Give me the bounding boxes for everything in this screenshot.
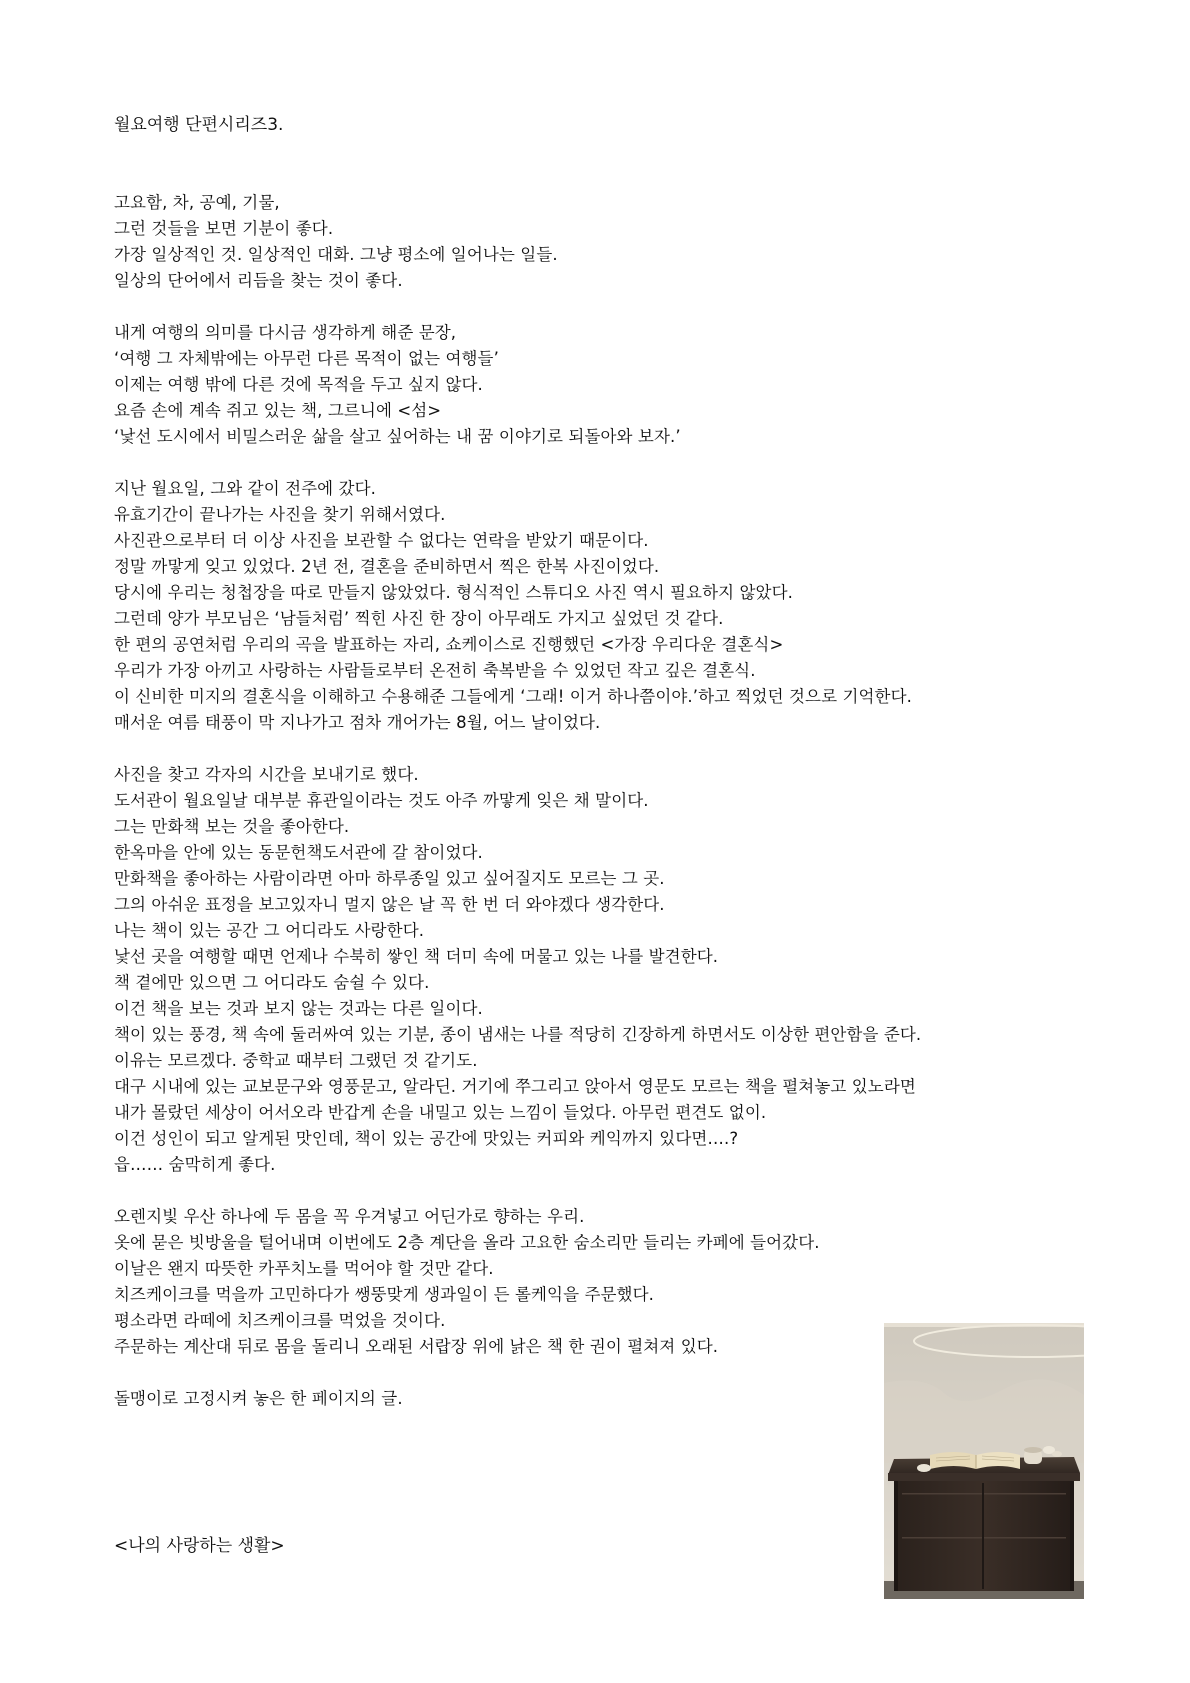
text-line: 한옥마을 안에 있는 동문헌책도서관에 갈 참이었다. xyxy=(114,843,483,862)
text-line: ‘여행 그 자체밖에는 아무런 다른 목적이 없는 여행들’ xyxy=(114,349,499,368)
text-line: 일상의 단어에서 리듬을 찾는 것이 좋다. xyxy=(114,271,403,290)
photo-illustration xyxy=(884,1323,1084,1599)
text-line: 그는 만화책 보는 것을 좋아한다. xyxy=(114,817,350,836)
text-line: 사진을 찾고 각자의 시간을 보내기로 했다. xyxy=(114,765,419,784)
text-line: 이건 책을 보는 것과 보지 않는 것과는 다른 일이다. xyxy=(114,999,483,1018)
text-line: 정말 까맣게 잊고 있었다. 2년 전, 결혼을 준비하면서 찍은 한복 사진이었다. xyxy=(114,557,660,576)
text-line: 책이 있는 풍경, 책 속에 둘러싸여 있는 기분, 종이 냄새는 나를 적당히 긴장하게 하면서도 이상한 편안함을 준다. xyxy=(114,1025,922,1044)
text-line: 책 곁에만 있으면 그 어디라도 숨쉴 수 있다. xyxy=(114,973,430,992)
paragraph-4 xyxy=(114,762,1114,1178)
text-line: 이제는 여행 밖에 다른 것에 목적을 두고 싶지 않다. xyxy=(114,375,483,394)
text-line: 옷에 묻은 빗방울을 털어내며 이번에도 2층 계단을 올라 고요한 숨소리만 들리는 카페에 들어갔다. xyxy=(114,1233,820,1252)
text-line: 이건 성인이 되고 알게된 맛인데, 책이 있는 공간에 맛있는 커피와 케익까지 있다면….? xyxy=(114,1129,739,1148)
text-line: 그런 것들을 보면 기분이 좋다. xyxy=(114,219,334,238)
text-line: 내가 몰랐던 세상이 어서오라 반갑게 손을 내밀고 있는 느낌이 들었다. 아무런 편견도 없이. xyxy=(114,1103,767,1122)
closing-title: <나의 사랑하는 생활> xyxy=(114,1536,285,1556)
text-line: 대구 시내에 있는 교보문구와 영풍문고, 알라딘. 거기에 쭈그리고 앉아서 영문도 모르는 책을 펼쳐놓고 있노라면 xyxy=(114,1077,916,1096)
text-line: 내게 여행의 의미를 다시금 생각하게 해준 문장, xyxy=(114,323,457,342)
text-line: 고요함, 차, 공예, 기물, xyxy=(114,193,280,212)
text-line: 매서운 여름 태풍이 막 지나가고 점차 개어가는 8월, 어느 날이었다. xyxy=(114,713,601,732)
text-line: 사진관으로부터 더 이상 사진을 보관할 수 없다는 연락을 받았기 때문이다. xyxy=(114,531,649,550)
photo-open-book-on-cabinet xyxy=(884,1323,1084,1599)
text-line: 가장 일상적인 것. 일상적인 대화. 그냥 평소에 일어나는 일들. xyxy=(114,245,558,264)
text-line: 이유는 모르겠다. 중학교 때부터 그랬던 것 같기도. xyxy=(114,1051,478,1070)
text-line: 치즈케이크를 먹을까 고민하다가 쌩뚱맞게 생과일이 든 롤케익을 주문했다. xyxy=(114,1285,654,1304)
text-line: 한 편의 공연처럼 우리의 곡을 발표하는 자리, 쇼케이스로 진행했던 <가장 우리다운 결혼식> xyxy=(114,635,784,654)
document-body xyxy=(114,190,1114,1438)
text-line: 이날은 왠지 따뜻한 카푸치노를 먹어야 할 것만 같다. xyxy=(114,1259,494,1278)
text-line: 평소라면 라떼에 치즈케이크를 먹었을 것이다. xyxy=(114,1311,446,1330)
text-line: 읍…… 숨막히게 좋다. xyxy=(114,1155,276,1174)
text-line: 당시에 우리는 청첩장을 따로 만들지 않았었다. 형식적인 스튜디오 사진 역시 필요하지 않았다. xyxy=(114,583,793,602)
text-line: 주문하는 계산대 뒤로 몸을 돌리니 오래된 서랍장 위에 낡은 책 한 권이 펼쳐져 있다. xyxy=(114,1337,719,1356)
paragraph-1 xyxy=(114,190,1114,294)
text-line: 도서관이 월요일날 대부분 휴관일이라는 것도 아주 까맣게 잊은 채 말이다. xyxy=(114,791,649,810)
text-line: 오렌지빛 우산 하나에 두 몸을 꼭 우겨넣고 어딘가로 향하는 우리. xyxy=(114,1207,585,1226)
text-line: 지난 월요일, 그와 같이 전주에 갔다. xyxy=(114,479,376,498)
paragraph-3 xyxy=(114,476,1114,736)
document-title: 월요여행 단편시리즈3. xyxy=(114,115,284,135)
text-line: 유효기간이 끝나가는 사진을 찾기 위해서였다. xyxy=(114,505,446,524)
text-line: 그의 아쉬운 표정을 보고있자니 멀지 않은 날 꼭 한 번 더 와야겠다 생각한다. xyxy=(114,895,665,914)
text-line: 그런데 양가 부모님은 ‘남들처럼’ 찍힌 사진 한 장이 아무래도 가지고 싶었던 것 같다. xyxy=(114,609,724,628)
text-line: ‘낯선 도시에서 비밀스러운 삶을 살고 싶어하는 내 꿈 이야기로 되돌아와 보자.’ xyxy=(114,427,681,446)
text-line: 이 신비한 미지의 결혼식을 이해하고 수용해준 그들에게 ‘그래! 이거 하나쯤이야.’하고 찍었던 것으로 기억한다. xyxy=(114,687,912,706)
text-line: 우리가 가장 아끼고 사랑하는 사람들로부터 온전히 축복받을 수 있었던 작고 깊은 결혼식. xyxy=(114,661,756,680)
text-line: 요즘 손에 계속 쥐고 있는 책, 그르니에 <섬> xyxy=(114,401,442,420)
paragraph-2 xyxy=(114,320,1114,450)
text-line: 만화책을 좋아하는 사람이라면 아마 하루종일 있고 싶어질지도 모르는 그 곳. xyxy=(114,869,665,888)
text-line: 나는 책이 있는 공간 그 어디라도 사랑한다. xyxy=(114,921,425,940)
text-line: 돌맹이로 고정시켜 놓은 한 페이지의 글. xyxy=(114,1389,403,1408)
text-line: 낯선 곳을 여행할 때면 언제나 수북히 쌓인 책 더미 속에 머물고 있는 나를 발견한다. xyxy=(114,947,719,966)
